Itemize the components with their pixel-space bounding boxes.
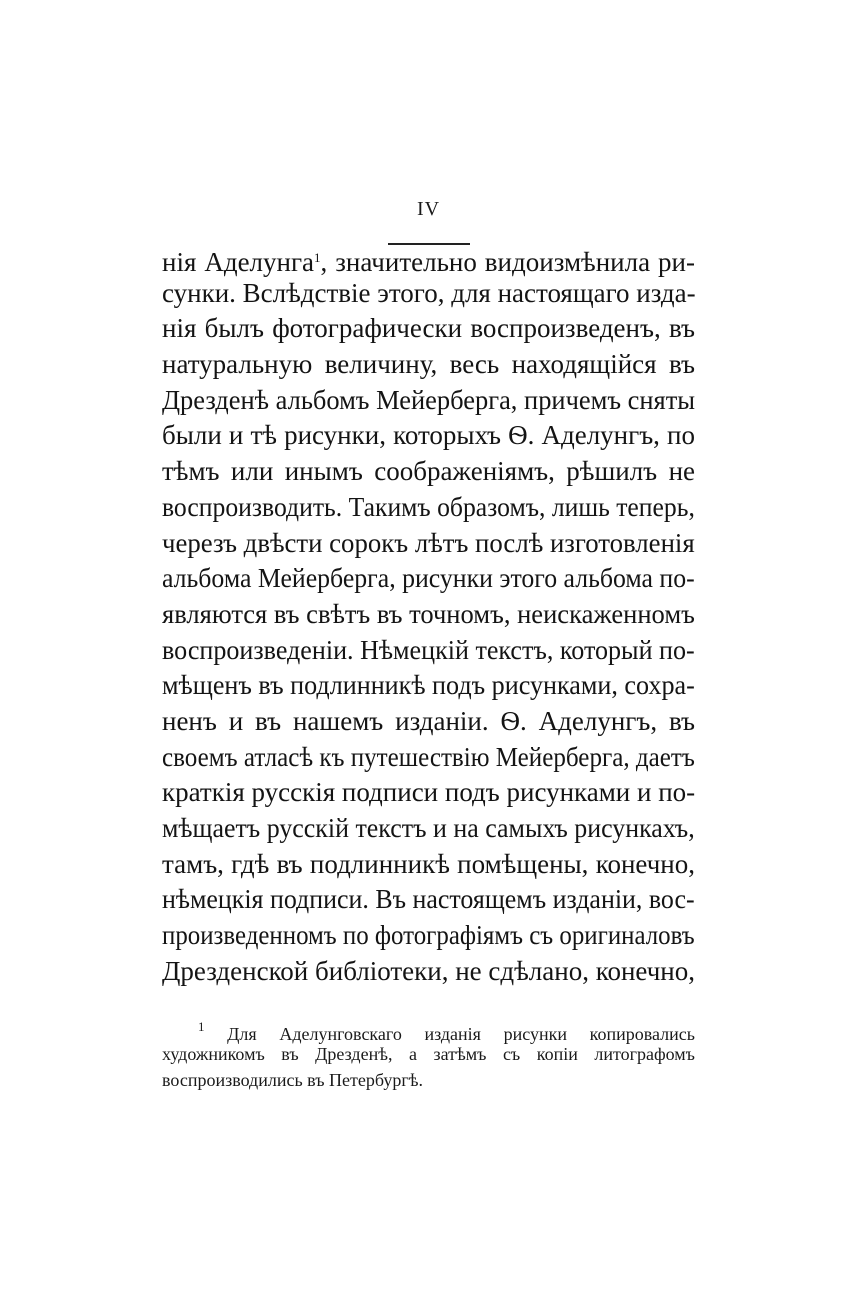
- text-line: Дрезденской библіотеки, не сдѣлано, конечно,: [162, 955, 695, 986]
- text-line: краткія русскія подписи подъ рисунками и по-: [162, 777, 696, 808]
- text-line: нія былъ фотографически воспроизведенъ, въ: [162, 313, 695, 344]
- text-line: сунки. Вслѣдствіе этого, для настоящаго изда-: [162, 277, 696, 308]
- text-line: нѣмецкія подписи. Въ настоящемъ изданіи, вос-: [162, 884, 695, 915]
- text-fragment: , значительно видоизмѣнила ри-: [320, 247, 695, 277]
- text-line: воспроизведеніи. Нѣмецкій текстъ, который по-: [162, 634, 695, 665]
- page-number: IV: [416, 198, 441, 220]
- text-line: тамъ, гдѣ въ подлинникѣ помѣщены, конечно,: [162, 848, 695, 879]
- text-line: Дрезденѣ альбомъ Мейерберга, причемъ сняты: [162, 384, 696, 415]
- text-line: были и тѣ рисунки, которыхъ Ѳ. Аделунгъ, по: [162, 420, 695, 451]
- text-fragment: нія Аделунга: [162, 247, 315, 277]
- text-line: своемъ атласѣ къ путешествію Мейерберга, даетъ: [162, 741, 695, 772]
- text-line: черезъ двѣсти сорокъ лѣтъ послѣ изготовленія: [162, 527, 695, 558]
- footnote-line: [162, 1014, 695, 1044]
- text-fragment: Для Аделунговскаго изданія рисунки копировались: [227, 1024, 695, 1044]
- footnote: [162, 1014, 695, 1094]
- footnote-line: художникомъ въ Дрезденѣ, а затѣмъ съ копіи литографомъ: [162, 1043, 695, 1064]
- text-line: ненъ и въ нашемъ изданіи. Ѳ. Аделунгъ, въ: [162, 705, 695, 736]
- text-line: мѣщаетъ русскій текстъ и на самыхъ рисункахъ,: [162, 813, 695, 843]
- footnote-marker: 1: [198, 1019, 205, 1034]
- footnote-line: воспроизводились въ Петербургѣ.: [162, 1070, 423, 1090]
- text-line: тѣмъ или инымъ соображеніямъ, рѣшилъ не: [162, 456, 695, 487]
- text-line: произведенномъ по фотографіямъ съ оригиналовъ: [162, 920, 695, 951]
- text-line: [162, 240, 695, 276]
- text-line: альбома Мейерберга, рисунки этого альбома по-: [162, 563, 695, 594]
- body-text: [162, 240, 695, 989]
- text-line: воспроизводить. Такимъ образомъ, лишь теперь,: [162, 491, 695, 522]
- text-line: являются въ свѣтъ въ точномъ, неискаженномъ: [162, 598, 695, 629]
- footnote-reference[interactable]: 1: [314, 250, 321, 265]
- text-line: мѣщенъ въ подлинникѣ подъ рисунками, сохра-: [162, 670, 695, 701]
- text-line: натуральную величину, весь находящійся въ: [162, 349, 695, 380]
